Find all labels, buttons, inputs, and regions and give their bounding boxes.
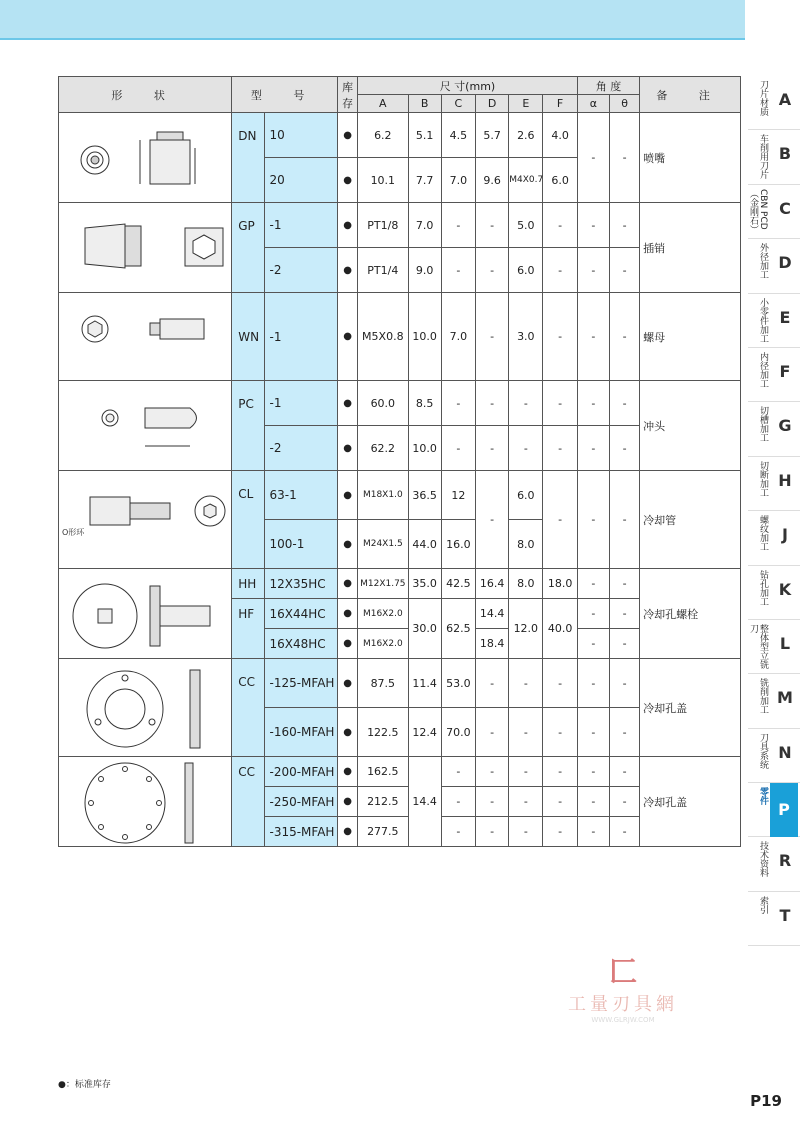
cell-F: - [543, 659, 577, 708]
stock-dot: ● [338, 708, 358, 757]
punch-diagram [59, 381, 232, 471]
note: 冷却孔盖 [640, 659, 741, 757]
watermark-url: WWW.GLRJW.COM [591, 1016, 655, 1024]
model-number: 63-1 [265, 471, 338, 520]
cell-A: 277.5 [358, 817, 408, 847]
cell-alpha: - [577, 471, 609, 569]
cell-A: M5X0.8 [358, 293, 408, 381]
header-angle: 角 度 [577, 77, 639, 95]
cell-C: 16.0 [441, 520, 475, 569]
table-row [59, 471, 741, 520]
note: 喷嘴 [640, 113, 741, 203]
stock-dot: ● [338, 817, 358, 847]
cell-B: 7.7 [408, 158, 441, 203]
cell-theta: - [609, 817, 639, 847]
model-number: 100-1 [265, 520, 338, 569]
group-code: CC [232, 757, 265, 847]
cell-F: - [543, 381, 577, 426]
nav-letter: G [778, 416, 792, 436]
o-ring-label: O形环 [62, 527, 85, 537]
nav-item-c[interactable] [748, 185, 800, 239]
col-alpha: α [577, 95, 609, 113]
cell-B: 8.5 [408, 381, 441, 426]
cell-A: 87.5 [358, 659, 408, 708]
header-dimensions: 尺 寸(mm) [358, 77, 578, 95]
col-A: A [358, 95, 408, 113]
cell-alpha: - [577, 426, 609, 471]
cell-theta: - [609, 599, 639, 629]
cell-B: 10.0 [408, 293, 441, 381]
nav-label: 钻孔加工 [758, 569, 768, 606]
cell-C: - [441, 757, 475, 787]
cell-E: - [509, 426, 543, 471]
cell-E: - [509, 817, 543, 847]
model-number: -315-MFAH [265, 817, 338, 847]
cell-theta: - [609, 426, 639, 471]
cell-A: M12X1.75 [358, 569, 408, 599]
cell-D: - [475, 381, 508, 426]
model-number: 12X35HC [265, 569, 338, 599]
nav-label: 切槽加工 [758, 406, 768, 443]
cell-E: M4X0.7 [509, 158, 543, 203]
group-code: CL [232, 471, 265, 569]
nav-label: 车削用刀片 [758, 134, 768, 180]
nav-label: 索引 [758, 895, 768, 914]
cell-D: 18.4 [475, 629, 508, 659]
cell-A: M16X2.0 [358, 629, 408, 659]
cover-plate-diagram [59, 659, 232, 757]
note: 螺母 [640, 293, 741, 381]
cell-alpha: - [577, 293, 609, 381]
col-theta: θ [609, 95, 639, 113]
cell-D: 9.6 [475, 158, 508, 203]
nav-label: 刀具系统 [758, 732, 768, 769]
cell-B: 35.0 [408, 569, 441, 599]
nav-item-m[interactable] [748, 674, 800, 728]
group-code: PC [232, 381, 265, 471]
cell-A: 6.2 [358, 113, 408, 158]
coolant-pipe-diagram [59, 471, 232, 569]
note: 插销 [640, 203, 741, 293]
stock-dot: ● [338, 520, 358, 569]
cell-C: 12 [441, 471, 475, 520]
cell-alpha: - [577, 787, 609, 817]
note: 冷却孔盖 [640, 757, 741, 847]
nav-letter: M [777, 688, 793, 708]
group-code: GP [232, 203, 265, 293]
cell-F: 40.0 [543, 599, 577, 659]
stock-dot: ● [338, 659, 358, 708]
header-remark: 备 注 [640, 77, 741, 113]
cell-alpha: - [577, 757, 609, 787]
stock-dot: ● [338, 381, 358, 426]
cell-C: - [441, 248, 475, 293]
model-number: -2 [265, 248, 338, 293]
stock-dot: ● [338, 757, 358, 787]
cell-C: 4.5 [441, 113, 475, 158]
nav-item-p-active[interactable] [748, 783, 800, 837]
nav-label: 技术资料 [758, 841, 768, 878]
stock-dot: ● [338, 158, 358, 203]
cell-C: 70.0 [441, 708, 475, 757]
stock-dot: ● [338, 248, 358, 293]
cell-B: 30.0 [408, 599, 441, 659]
cell-theta: - [609, 113, 639, 203]
cell-B: 10.0 [408, 426, 441, 471]
cell-D: - [475, 659, 508, 708]
nav-item-r[interactable] [748, 837, 800, 891]
nav-label: 刀片材质 [758, 80, 768, 116]
nav-item-k[interactable] [748, 566, 800, 620]
col-E: E [509, 95, 543, 113]
cell-C: - [441, 381, 475, 426]
note: 冷却管 [640, 471, 741, 569]
top-header-line [0, 38, 745, 40]
table-row [59, 757, 741, 787]
cell-alpha: - [577, 248, 609, 293]
cell-E: 6.0 [509, 248, 543, 293]
cell-E: 6.0 [509, 471, 543, 520]
cell-B: 36.5 [408, 471, 441, 520]
model-number: -160-MFAH [265, 708, 338, 757]
model-number: -125-MFAH [265, 659, 338, 708]
nav-letter: J [782, 525, 788, 545]
cell-E: 2.6 [509, 113, 543, 158]
cell-E: 3.0 [509, 293, 543, 381]
nav-item-b[interactable] [748, 130, 800, 184]
model-number: -200-MFAH [265, 757, 338, 787]
cell-D: 5.7 [475, 113, 508, 158]
nav-item-e[interactable] [748, 294, 800, 348]
cell-theta: - [609, 629, 639, 659]
nav-letter: D [778, 253, 792, 273]
cell-B: 11.4 [408, 659, 441, 708]
coolant-bolt-diagram [59, 569, 232, 659]
cell-D: - [475, 471, 508, 569]
cell-E: - [509, 708, 543, 757]
model-number: -1 [265, 293, 338, 381]
cell-alpha: - [577, 113, 609, 203]
cell-theta: - [609, 787, 639, 817]
cell-E: 12.0 [509, 599, 543, 659]
nav-letter: R [778, 851, 792, 871]
cell-C: - [441, 203, 475, 248]
cell-F: - [543, 471, 577, 569]
table-row [59, 659, 741, 708]
nav-item-d[interactable] [748, 239, 800, 293]
page-number: P19 [750, 1092, 782, 1110]
nav-letter: A [778, 90, 792, 109]
cell-C: 42.5 [441, 569, 475, 599]
cell-theta: - [609, 471, 639, 569]
nav-label: 铣削加工 [758, 678, 768, 715]
cell-alpha: - [577, 381, 609, 426]
parts-table [58, 76, 741, 847]
cell-F: - [543, 757, 577, 787]
group-code: WN [232, 293, 265, 381]
col-C: C [441, 95, 475, 113]
cell-D: - [475, 708, 508, 757]
cell-C: 7.0 [441, 158, 475, 203]
stock-dot: ● [338, 113, 358, 158]
cell-A: PT1/8 [358, 203, 408, 248]
nav-letter: L [779, 633, 791, 653]
cell-theta: - [609, 293, 639, 381]
watermark [548, 950, 698, 1024]
cell-A: PT1/4 [358, 248, 408, 293]
group-code: HF [232, 599, 265, 659]
cell-theta: - [609, 381, 639, 426]
cell-theta: - [609, 203, 639, 248]
cell-C: 7.0 [441, 293, 475, 381]
nav-label: 切断加工 [758, 460, 768, 497]
stock-dot: ● [338, 293, 358, 381]
cell-F: - [543, 787, 577, 817]
model-number: 20 [265, 158, 338, 203]
col-B: B [408, 95, 441, 113]
model-number: -1 [265, 203, 338, 248]
table-row [59, 293, 741, 381]
nav-item-n[interactable] [748, 729, 800, 783]
cell-D: - [475, 757, 508, 787]
cell-A: M18X1.0 [358, 471, 408, 520]
cell-A: 10.1 [358, 158, 408, 203]
cell-alpha: - [577, 629, 609, 659]
cell-D: - [475, 293, 508, 381]
cell-alpha: - [577, 708, 609, 757]
cell-F: 18.0 [543, 569, 577, 599]
nav-letter: H [778, 470, 792, 490]
cell-B: 14.4 [408, 757, 441, 847]
cell-E: - [509, 757, 543, 787]
cell-E: 8.0 [509, 569, 543, 599]
top-header-band [0, 0, 745, 38]
cell-E: - [509, 659, 543, 708]
group-code: CC [232, 659, 265, 757]
cell-C: - [441, 817, 475, 847]
note: 冷却孔螺栓 [640, 569, 741, 659]
cell-F: - [543, 708, 577, 757]
cell-F: 6.0 [543, 158, 577, 203]
header-stock: 库存 [338, 77, 358, 113]
table-row [59, 203, 741, 248]
nav-letter: C [779, 198, 791, 218]
cell-E: 5.0 [509, 203, 543, 248]
nav-letter: K [778, 579, 792, 599]
cell-theta: - [609, 757, 639, 787]
cell-A: 212.5 [358, 787, 408, 817]
col-F: F [543, 95, 577, 113]
table-row [59, 569, 741, 599]
nav-letter: F [779, 361, 791, 381]
cell-D: - [475, 787, 508, 817]
nav-label: 整体型立铣刀 [748, 623, 768, 669]
cell-A: 122.5 [358, 708, 408, 757]
header-model: 型 号 [232, 77, 338, 113]
cell-F: 4.0 [543, 113, 577, 158]
nav-label: 小零件加工 [758, 297, 768, 343]
cell-F: - [543, 426, 577, 471]
stock-dot: ● [338, 787, 358, 817]
nut-diagram [59, 293, 232, 381]
cell-B: 44.0 [408, 520, 441, 569]
table-row [59, 113, 741, 158]
cell-E: - [509, 787, 543, 817]
stock-dot: ● [338, 629, 358, 659]
stock-dot: ● [338, 426, 358, 471]
cell-C: 53.0 [441, 659, 475, 708]
stock-dot: ● [338, 471, 358, 520]
stock-dot: ● [338, 203, 358, 248]
nav-item-f[interactable] [748, 348, 800, 402]
cell-A: 162.5 [358, 757, 408, 787]
nav-letter: T [779, 905, 791, 925]
cell-A: 62.2 [358, 426, 408, 471]
watermark-name: 工量刃具網 [568, 994, 678, 1015]
cell-alpha: - [577, 203, 609, 248]
cell-B: 5.1 [408, 113, 441, 158]
cell-A: M24X1.5 [358, 520, 408, 569]
group-code: HH [232, 569, 265, 599]
col-D: D [475, 95, 508, 113]
cell-theta: - [609, 659, 639, 708]
cell-C: 62.5 [441, 599, 475, 659]
model-number: 16X44HC [265, 599, 338, 629]
nav-item-l[interactable] [748, 620, 800, 674]
nav-item-j[interactable] [748, 511, 800, 565]
nav-item-h[interactable] [748, 457, 800, 511]
cell-F: - [543, 248, 577, 293]
pin-diagram [59, 203, 232, 293]
cell-A: 60.0 [358, 381, 408, 426]
cell-alpha: - [577, 569, 609, 599]
cell-B: 9.0 [408, 248, 441, 293]
large-cover-plate-diagram [59, 757, 232, 847]
nav-letter: E [779, 307, 791, 327]
cell-alpha: - [577, 659, 609, 708]
model-number: -250-MFAH [265, 787, 338, 817]
nav-label: 内径加工 [758, 351, 768, 388]
nav-item-g[interactable] [748, 402, 800, 456]
nav-letter: P [770, 783, 798, 837]
chapter-index-sidebar [748, 76, 800, 946]
table-row [59, 381, 741, 426]
cell-D: - [475, 817, 508, 847]
stock-legend: ●：标准库存 [58, 1080, 111, 1090]
nav-letter: B [778, 144, 792, 164]
cell-B: 12.4 [408, 708, 441, 757]
model-number: -1 [265, 381, 338, 426]
cell-F: - [543, 203, 577, 248]
nozzle-diagram [59, 113, 232, 203]
cell-D: - [475, 248, 508, 293]
cell-alpha: - [577, 599, 609, 629]
cell-D: 16.4 [475, 569, 508, 599]
cell-E: 8.0 [509, 520, 543, 569]
cell-D: 14.4 [475, 599, 508, 629]
nav-letter: N [778, 742, 792, 762]
cell-C: - [441, 426, 475, 471]
cell-theta: - [609, 569, 639, 599]
nav-label: 外径加工 [758, 243, 768, 280]
cell-F: - [543, 817, 577, 847]
note: 冲头 [640, 381, 741, 471]
model-number: -2 [265, 426, 338, 471]
cell-theta: - [609, 248, 639, 293]
cell-D: - [475, 203, 508, 248]
cell-B: 7.0 [408, 203, 441, 248]
cell-F: - [543, 293, 577, 381]
stock-dot: ● [338, 569, 358, 599]
nav-item-a[interactable] [748, 76, 800, 130]
watermark-logo-icon: 匚 [608, 955, 637, 988]
cell-D: - [475, 426, 508, 471]
nav-label: CBN PCD（金刚石） [748, 188, 768, 234]
nav-label: 零件 [758, 787, 768, 806]
cell-theta: - [609, 708, 639, 757]
cell-alpha: - [577, 817, 609, 847]
model-number: 16X48HC [265, 629, 338, 659]
model-number: 10 [265, 113, 338, 158]
cell-A: M16X2.0 [358, 599, 408, 629]
group-code: DN [232, 113, 265, 203]
cell-C: - [441, 787, 475, 817]
nav-label: 螺纹加工 [758, 515, 768, 552]
cell-E: - [509, 381, 543, 426]
header-shape: 形 状 [59, 77, 232, 113]
stock-dot: ● [338, 599, 358, 629]
nav-item-t[interactable] [748, 892, 800, 946]
